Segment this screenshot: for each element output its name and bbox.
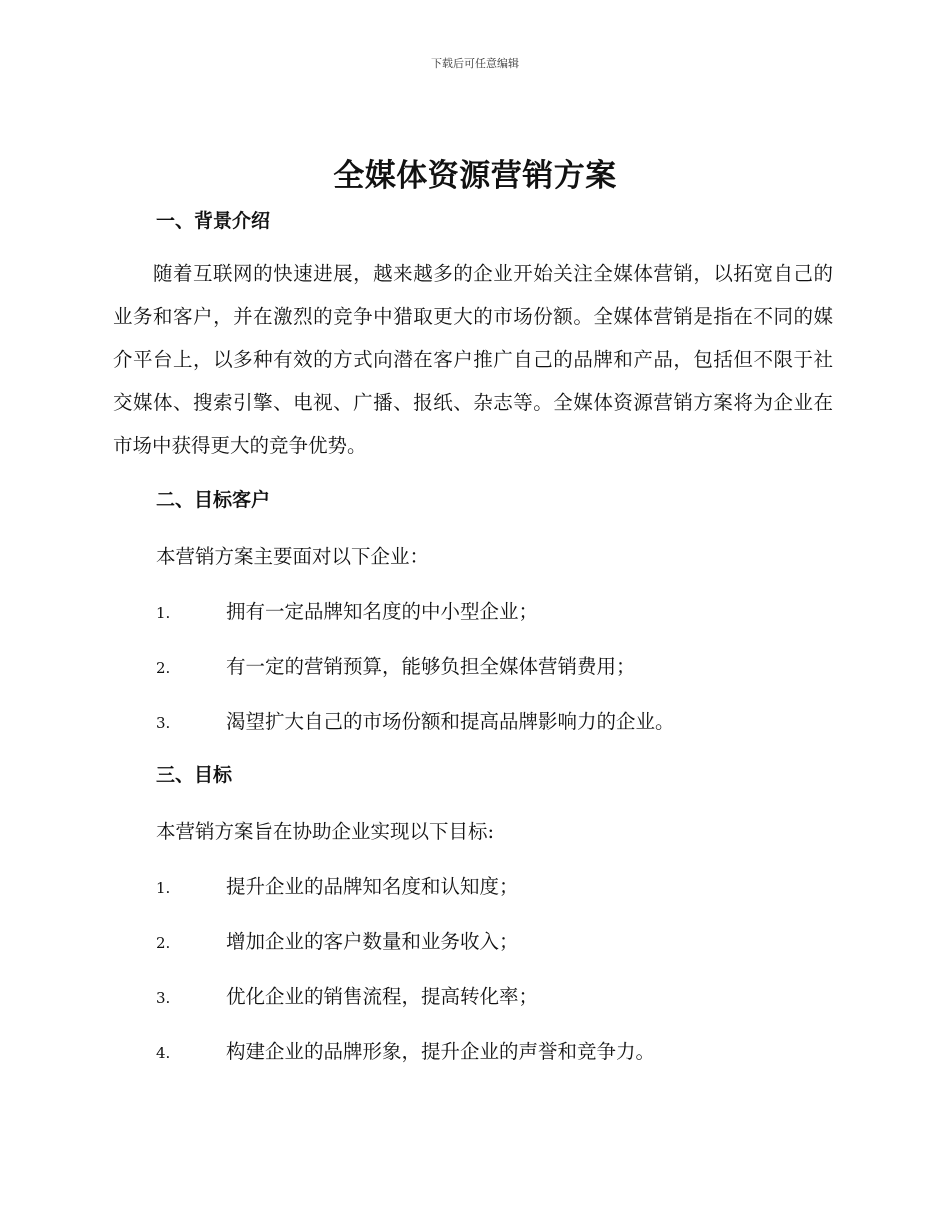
list-item-number: 2. <box>156 934 171 952</box>
header-note: 下载后可任意编辑 <box>431 57 519 70</box>
list-item-number: 1. <box>156 604 171 622</box>
list-item-number: 3. <box>156 714 171 732</box>
list-item-number: 2. <box>156 659 171 677</box>
document-title: 全媒体资源营销方案 <box>333 158 617 194</box>
list-item-text: 提升企业的品牌知名度和认知度； <box>226 875 519 898</box>
list-item-text: 渴望扩大自己的市场份额和提高品牌影响力的企业。 <box>226 710 675 733</box>
list-item-number: 1. <box>156 879 171 897</box>
list-item <box>156 1036 655 1064</box>
list-item <box>156 981 538 1009</box>
list-item-number: 4. <box>156 1044 171 1062</box>
list-item-text: 构建企业的品牌形象，提升企业的声誉和竞争力。 <box>226 1040 656 1063</box>
list-item-text: 有一定的营销预算，能够负担全媒体营销费用； <box>226 655 636 678</box>
background-paragraph: 随着互联网的快速进展，越来越多的企业开始关注全媒体营销，以拓宽自己的业务和客户，并在激烈的竞争中猎取更大的市场份额。全媒体营销是指在不同的媒介平台上，以多种有效的方式向潜在客户推广自己的品牌和产品，包括但不限于社交媒体、搜索引擎、电视、广播、报纸、杂志等。全媒体资源营销方案将为企业在市场中获得更大的竞争优势。 <box>113 262 833 457</box>
list-item <box>156 706 675 734</box>
list-item-text: 拥有一定品牌知名度的中小型企业； <box>226 600 539 623</box>
list-item <box>156 871 519 899</box>
section-heading-target-customers: 二、目标客户 <box>156 489 271 511</box>
goals-intro: 本营销方案旨在协助企业实现以下目标: <box>156 820 495 843</box>
section-heading-goals: 三、目标 <box>156 764 233 786</box>
list-item <box>156 926 519 954</box>
section-heading-background: 一、背景介绍 <box>156 210 271 232</box>
list-item-text: 优化企业的销售流程，提高转化率； <box>226 985 539 1008</box>
list-item-text: 增加企业的客户数量和业务收入； <box>226 930 519 953</box>
list-item <box>156 596 538 624</box>
target-customers-intro: 本营销方案主要面对以下企业： <box>156 545 430 568</box>
list-item-number: 3. <box>156 989 171 1007</box>
list-item <box>156 651 636 679</box>
